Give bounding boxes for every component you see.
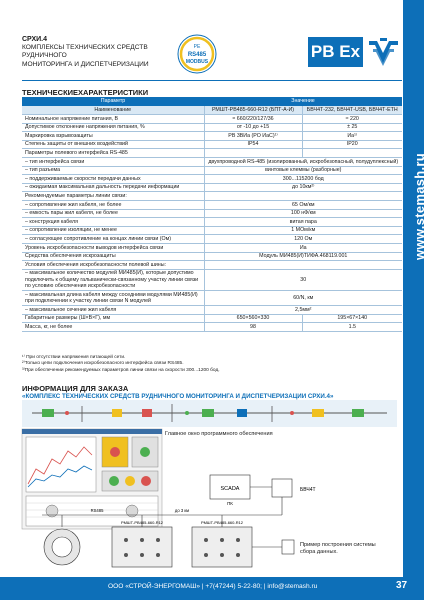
explosion-protection-label: РВ Ex: [308, 37, 363, 67]
spec-value: двухпроводной RS-485 (изолированный, искробезопасный, полудуплексный): [204, 157, 402, 166]
spec-row: [22, 218, 402, 227]
spec-param: – тип разъема: [22, 166, 204, 175]
name-label: Наименование: [22, 106, 204, 115]
col-value-header: Значение: [204, 97, 402, 106]
order-section-subtitle: «КОМПЛЕКС ТЕХНИЧЕСКИХ СРЕДСТВ РУДНИЧНОГО МОНИТОРИНГА И ДИСПЕТЧЕРИЗАЦИИ СРХИ.4»: [22, 393, 334, 400]
spec-row: [22, 140, 402, 149]
col-param-header: Параметр: [22, 97, 204, 106]
spec-section-row: [22, 261, 402, 270]
spec-param: – согласующее сопротивление на концах линии связи (Ом): [22, 235, 204, 244]
spec-value: 300...115200 бод: [204, 175, 402, 184]
spec-row-name: [22, 106, 402, 115]
name-device-b: БВЧ4Т-232, БВЧ4Т-USB, БВЧ4Т-ETH: [302, 106, 402, 115]
spec-row: [22, 132, 402, 141]
bvch4t-label: БВЧ4Т: [300, 487, 316, 493]
specs-header-row: [22, 97, 402, 106]
spec-row: [22, 183, 402, 192]
spec-row: [22, 226, 402, 235]
badge-modbus-text: MODBUS: [185, 59, 209, 65]
site-url-text[interactable]: www.stemash.ru: [412, 152, 427, 260]
vertical-brand-bar: [403, 0, 424, 600]
spec-value: Иа: [204, 243, 402, 252]
footnotes: [22, 355, 352, 374]
footnote: ³⁾При обеспечении рекомендуемых параметров линии связи на скорости 300...1200 бод.: [22, 367, 220, 373]
name-device-a: РМШТ-РВ485-660-R12 (БПТ-А-И): [204, 106, 302, 115]
badge-top-text: PE: [193, 44, 201, 50]
spec-param: – ожидаемая максимальная дальность передачи информации: [22, 183, 204, 192]
spec-value-b: Иа¹⁾: [302, 132, 402, 141]
spec-param: – поддерживаемые скорости передачи данных: [22, 175, 204, 184]
rs485-section-title: Параметры полевого интерфейса RS-485: [22, 149, 204, 158]
header-block: [22, 36, 172, 69]
header-divider: [22, 80, 402, 81]
software-window-caption: Главное окно программного обеспечения: [165, 431, 273, 437]
spec-row: [22, 200, 402, 209]
spec-row: [22, 243, 402, 252]
footnote: ²⁾Только цепи подключения искробезопасного интерфейса связи RS485.: [22, 361, 184, 367]
spec-param: Габаритные размеры (Ш×В×Г), мм: [22, 314, 204, 323]
spec-value-a: ≈ 660/220/127/36: [204, 115, 302, 124]
spec-row: [22, 166, 402, 175]
pc-label: ПК: [227, 501, 233, 506]
spec-row: [22, 252, 402, 261]
spec-param: – максимальная длина кабеля между соседними модулями МИ485(И) при подключении к участку линии связи N модулей: [22, 291, 204, 306]
badge-rs485-text: RS485: [187, 52, 207, 58]
spec-value-a: РВ 3ВИа (РО ИаС)¹⁾: [204, 132, 302, 141]
header-title-line1: КОМПЛЕКСЫ ТЕХНИЧЕСКИХ СРЕДСТВ РУДНИЧНОГО: [22, 44, 148, 59]
line-section-title: Рекомендуемые параметры линии связи:: [22, 192, 204, 201]
spec-value: Модуль МИ485(И)ТИФА.468119.001: [204, 252, 402, 261]
spec-param: Маркировка взрывозащиты: [22, 132, 204, 141]
rs485-modbus-badge: [177, 34, 217, 74]
spec-value: до 10км²⁾: [204, 183, 402, 192]
spec-value-b: ≈ 220: [302, 115, 402, 124]
spec-value-a: от -10 до +15: [204, 123, 302, 132]
scada-label: SCADA: [220, 486, 240, 492]
rs485-label: RS485: [90, 508, 104, 513]
spec-value-a: 98: [204, 323, 302, 332]
spec-param: Допустимое отклонение напряжения питания, %: [22, 123, 204, 132]
header-title-line2: МОНИТОРИНГА И ДИСПЕТЧЕРИЗАЦИИ: [22, 61, 149, 68]
spec-row: [22, 209, 402, 218]
topology-caption-line2: сбора данных.: [300, 549, 338, 555]
spec-value-a: IP54: [204, 140, 302, 149]
spec-param: – конструкция кабеля: [22, 218, 204, 227]
spec-param: – тип интерфейса связи: [22, 157, 204, 166]
spec-param: Уровень искробезопасности выводов интерфейса связи: [22, 243, 204, 252]
spec-row: [22, 291, 402, 306]
device1-label: РМШТ-РВ485-660-R12: [120, 520, 164, 525]
device2-label: РМШТ-РВ485-660-R12: [200, 520, 244, 525]
spec-value: 100 нФ/км: [204, 209, 402, 218]
spec-value: 120 Ом: [204, 235, 402, 244]
product-code: СРХИ.4: [22, 36, 47, 43]
mine-schematic-illustration: [22, 400, 397, 427]
spec-param: Номинальное напряжение питания, В: [22, 115, 204, 124]
specs-table: [22, 97, 402, 332]
cond-section-title: Условия обеспечения искробезопасности полевой шины:: [22, 261, 204, 270]
spec-param: – максимальное сечение жил кабеля: [22, 306, 204, 315]
order-section-title: ИНФОРМАЦИЯ ДЛЯ ЗАКАЗА: [22, 384, 129, 393]
spec-value: 30: [204, 269, 402, 290]
spec-value: 2,5мм²: [204, 306, 402, 315]
spec-value: 65 Ом/км: [204, 200, 402, 209]
spec-row: [22, 175, 402, 184]
spec-param: Средства обеспечения искрозащиты: [22, 252, 204, 261]
spec-value-b: 1.5: [302, 323, 402, 332]
spec-value: винтовые клеммы (разборные): [204, 166, 402, 175]
topology-caption: [300, 542, 390, 556]
footer-contacts[interactable]: ООО «СТРОЙ-ЭНЕРГОМАШ» | +7(47244) 5-22-80; | info@stemash.ru: [108, 583, 318, 590]
topology-caption-line1: Пример построения системы: [300, 542, 376, 548]
spec-param: Степень защиты от внешних воздействий: [22, 140, 204, 149]
spec-param: – сопротивление изоляции, не менее: [22, 226, 204, 235]
spec-value-b: 195×67×140: [302, 314, 402, 323]
spec-row: [22, 115, 402, 124]
spec-row: [22, 123, 402, 132]
spec-param: – емкость пары жил кабеля, не более: [22, 209, 204, 218]
spec-section-row: [22, 192, 402, 201]
specs-section-title: ТЕХНИЧЕСКИЕХАРАКТЕРИСТИКИ: [22, 88, 149, 97]
spec-value-b: ± 25: [302, 123, 402, 132]
spec-value: 1 МОм/км: [204, 226, 402, 235]
spec-param: – сопротивление жил кабеля, не более: [22, 200, 204, 209]
footnote: ¹⁾ При отсутствии напряжения питающей сети.: [22, 355, 126, 360]
spec-row: [22, 314, 402, 323]
spec-row: [22, 306, 402, 315]
spec-param: Масса, кг, не более: [22, 323, 204, 332]
spec-row: [22, 269, 402, 290]
spec-value-a: 650×560×330: [204, 314, 302, 323]
system-topology-diagram: [22, 465, 397, 575]
spec-value: 60/N, км: [204, 291, 402, 306]
page-number: 37: [396, 580, 408, 591]
length-label: до 3 км: [174, 508, 190, 513]
spec-section-row: [22, 149, 402, 158]
spec-param: – максимальное количество модулей МИ485(И), которые допустимо подключить к общему гальванически-связанному участку линии связи по условию обеспечения искробезопасности: [22, 269, 204, 290]
spec-row: [22, 157, 402, 166]
spec-row: [22, 323, 402, 332]
spec-value: витая пара: [204, 218, 402, 227]
spec-row: [22, 235, 402, 244]
company-logo-icon: [367, 37, 400, 67]
spec-value-b: IP20: [302, 140, 402, 149]
